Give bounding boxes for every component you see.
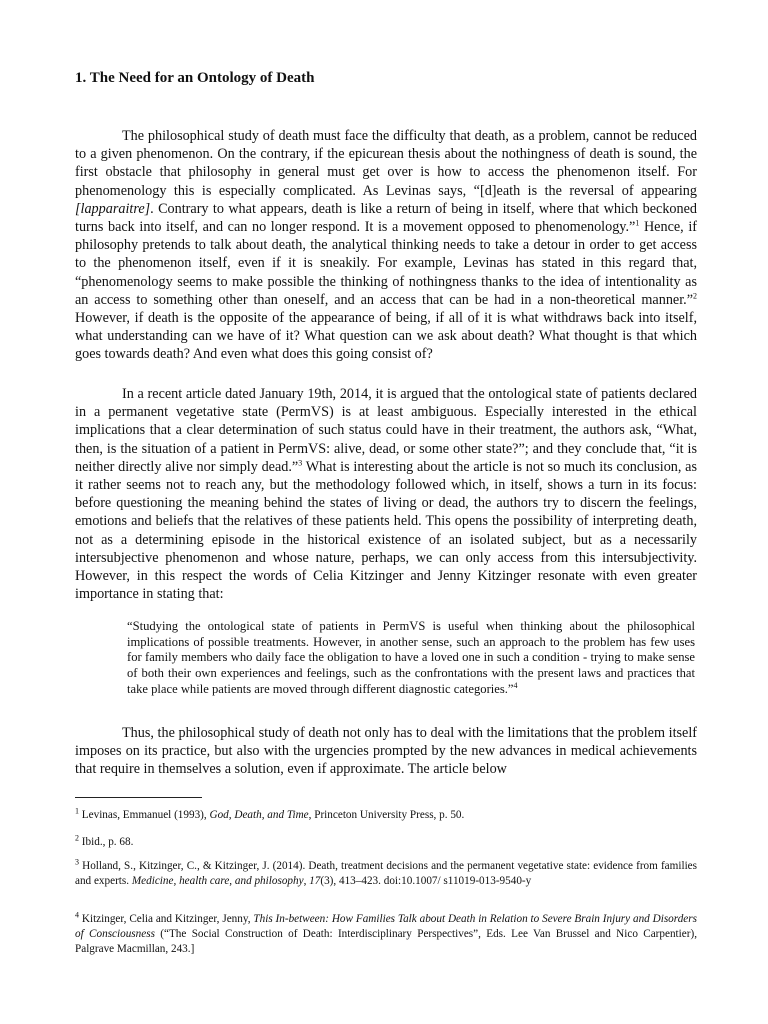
- footnote-2: $^2$ Ibid., p. 68.: [75, 833, 134, 848]
- footnote-ref-1: 1: [635, 218, 640, 228]
- paragraph-3: Thus, the philosophical study of death not only has to deal with the limitations that the problem itself imposes on its practice, but also with the urgencies prompted by the new advances in medical achievements that require in themselves a solution, even if approximate. The article below: [75, 725, 697, 778]
- block-quote: “Studying the ontological state of patients in PermVS is useful when thinking about the philosophical implications of possible treatments. However, in another sense, such an approach to the problem has few uses for family members who daily face the obligation to have a loved one in such a condition - trying to make sense of both their own experiences and feelings, such as the confrontations with the present laws and practices that take place while patients are moved through different diagnostic categories.”$^4$: [127, 619, 695, 696]
- footnote-ref-4: 4: [513, 680, 518, 690]
- section-heading: 1. The Need for an Ontology of Death: [75, 70, 315, 86]
- footnote-3: $^3$ Holland, S., Kitzinger, C., & Kitzinger, J. (2014). Death, treatment decisions and the permanent vegetative state: evidence from families and experts. Medicine, health care, and philosophy, 17(3), 413–423. doi:10.1007/ s11019-013-9540-y: [75, 857, 697, 887]
- footnote-1: $^1$ Levinas, Emmanuel (1993), God, Death, and Time, Princeton University Press, p. 50.: [75, 806, 465, 821]
- footnote-ref-3: 3: [298, 458, 303, 468]
- footnote-ref-2: 2: [693, 291, 697, 301]
- footnote-4: $^4$ Kitzinger, Celia and Kitzinger, Jenny, This In-between: How Families Talk about Death in Relation to Severe Brain Injury and Disorders of Consciousness (“The Social Construction of Death: Interdisciplinary Perspectives”, Eds. Lee Van Brussel and Nico Carpentier), Palgrave Macmillan, 243.]: [75, 910, 697, 955]
- footnote-separator: [75, 797, 202, 798]
- paragraph-2: In a recent article dated January 19th, 2014, it is argued that the ontological state of patients declared in a permanent vegetative state (PermVS) is at least ambiguous. Especially interested in the ethical implications that a clear determination of such status could have in their treatment, the authors ask, “What, then, is the situation of a patient in PermVS: alive, dead, or some other state?”; and they conclude that, “it is neither directly alive nor simply dead.”$^3$ What is interesting about the article is not so much its conclusion, as it rather seems not to reach any, but the methodology followed which, in itself, shows a turn in its focus: before questioning the meaning behind the states of living or dead, the authors try to discern the feelings, emotions and beliefs that the relatives of these patients held. This opens the possibility of interpreting death, not as a determining episode in the historical existence of an isolated subject, but as a necessarily intersubjective phenomenon and whose nature, perhaps, we can only access from this intersubjectivity. However, in this respect the words of Celia Kitzinger and Jenny Kitzinger resonate with even greater importance in stating that:: [75, 386, 697, 603]
- paragraph-1: The philosophical study of death must face the difficulty that death, as a problem, cannot be reduced to a given phenomenon. On the contrary, if the epicurean thesis about the nothingness of death is sound, the first obstacle that philosophy in general must get over is how to access the phenomenon itself. For phenomenology this is especially complicated. As Levinas says, “[d]eath is the reversal of appearing [lapparaitre]. Contrary to what appears, death is like a return of being in itself, where that which beckoned turns back into itself, and can no longer respond. It is a movement opposed to phenomenology.”$^1$ Hence, if philosophy pretends to talk about death, the analytical thinking needs to take a detour in order to get access to the phenomenon itself, even if it is sneakily. For example, Levinas has stated in this regard that, “phenomenology seems to make possible the thinking of nothingness thanks to the idea of intentionality as an access to something other than oneself, and an access that can be had in a non-theoretical manner.”$^2$ However, if death is the opposite of the appearance of being, if all of it is what withdraws back into itself, what understanding can we have of it? What question can we ask about death? What thought is that which goes towards death? And even what does this going consist of?: [75, 128, 697, 363]
